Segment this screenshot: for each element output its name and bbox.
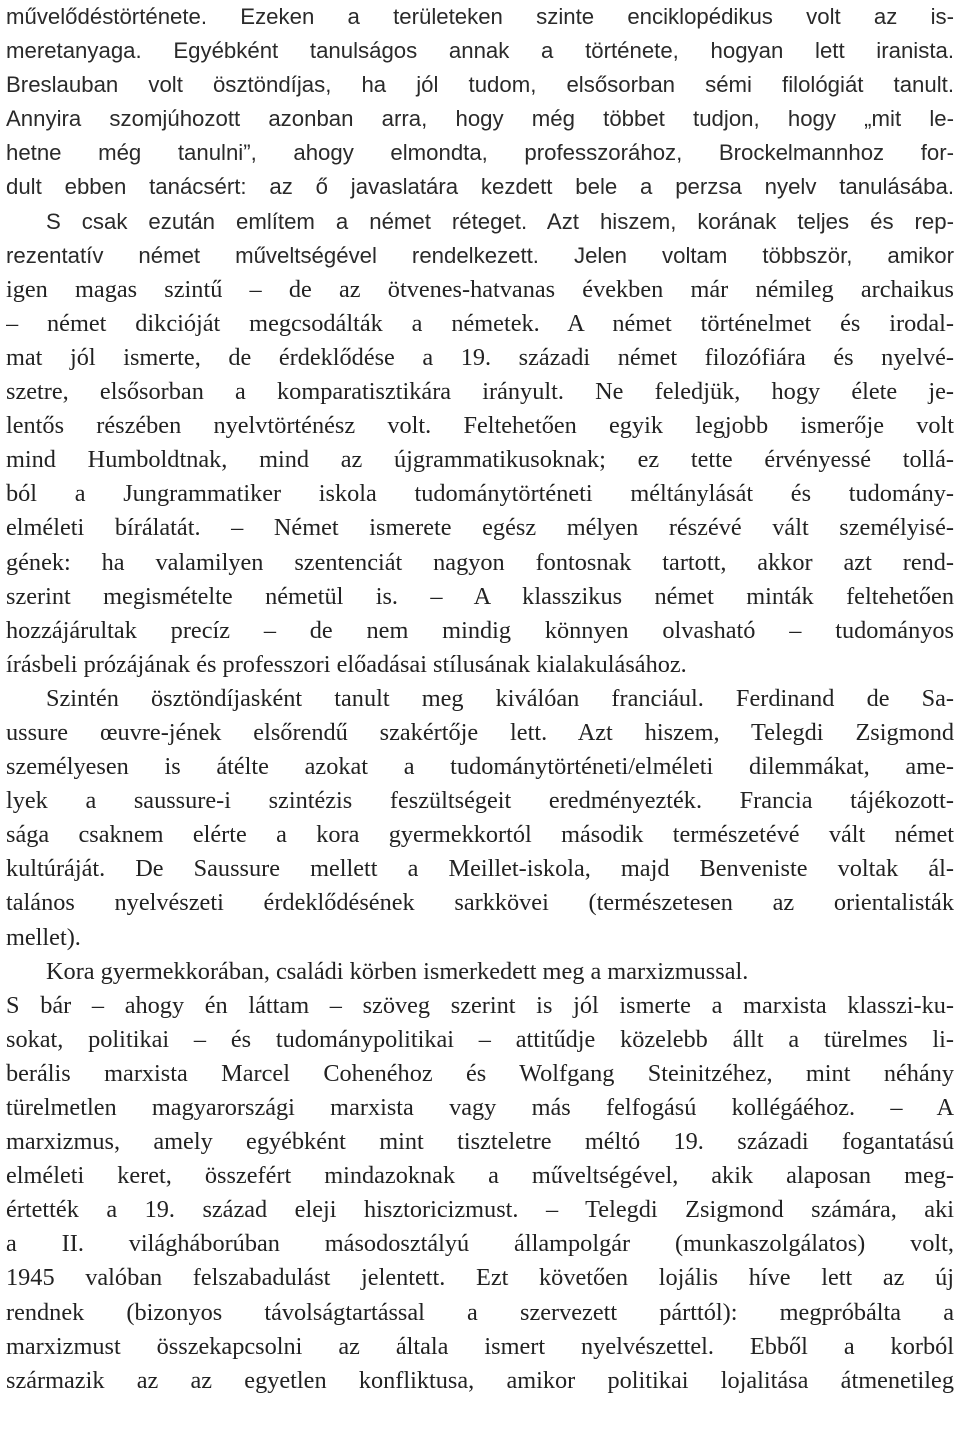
text-line: meretanyaga. Egyébként tanulságos annak a története, hogyan lett iranista. [6,38,954,64]
text-line: berális marxista Marcel Cohenéhoz és Wolfgang Steinitzéhez, mint néhány [6,1059,954,1087]
text-line: Breslauban volt ösztöndíjas, ha jól tudom, elsősorban sémi filológiát tanult. [6,72,954,98]
text-line: S csak ezután említem a német réteget. Azt hiszem, korának teljes és rep- [46,208,954,234]
text-line: értették a 19. század eleji hisztoricizmust. – Telegdi Zsigmond számára, aki [6,1196,954,1224]
text-line: türelmetlen magyarországi marxista vagy más felfogású kollégáéhoz. – A [6,1094,954,1121]
text-line: – német dikcióját megcsodálták a németek. A német történelmet és irodal- [6,309,954,337]
text-line: dult ebben tanácsért: az ő javaslatára kezdett bele a perzsa nyelv tanulásába. [6,174,954,200]
text-line: sága csaknem elérte a kora gyermekkortól második természetévé vált német [6,821,954,849]
text-line: talános nyelvészeti érdeklődésének sarkkövei (természetesen az orientalisták [6,889,954,917]
text-line: Kora gyermekkorában, családi körben ismerkedett meg a marxizmussal. [46,957,749,985]
text-line: művelődéstörténete. Ezeken a területeken szinte enciklopédikus volt az is- [6,4,954,29]
text-line: ból a Jungrammatiker iskola tudománytörténeti méltánylását és tudomány- [6,480,954,508]
text-line: lyek a saussure-i szintézis feszültségeit eredményezték. Francia tájékozott- [6,787,954,815]
text-line: marxizmust összekapcsolni az általa ismert nyelvészettel. Ebből a korból [6,1332,954,1360]
text-line: hetne még tanulni”, ahogy elmondta, professzorához, Brockelmannhoz for- [6,140,954,166]
text-line: 1945 valóban felszabadulást jelentett. Ezt követően lojális híve lett az új [6,1264,954,1292]
text-line: Annyira szomjúhozott azonban arra, hogy még többet tudjon, hogy „mit le- [6,106,954,132]
text-line: marxizmus, amely egyébként mint tiszteletre méltó 19. századi fogantatású [6,1128,954,1156]
text-line: rezentatív német műveltségével rendelkezett. Jelen voltam többször, amikor [6,242,954,268]
text-line: lentős részében nyelvtörténész volt. Feltehetően egyik legjobb ismerője volt [6,412,954,440]
text-line: ussure œuvre-jének elsőrendű szakértője lett. Azt hiszem, Telegdi Zsigmond [6,718,954,746]
text-line: Szintén ösztöndíjasként tanult meg kiválóan franciául. Ferdinand de Sa- [46,684,954,712]
text-line: sokat, politikai – és tudománypolitikai – attitűdje közelebb állt a türelmes li- [6,1025,954,1053]
text-line: szetre, elsősorban a komparatisztikára irányult. Ne feledjük, hogy élete je- [6,378,954,406]
text-line: mat jól ismerte, de érdeklődése a 19. századi német filozófiára és nyelvé- [6,343,954,371]
text-line: a II. világháborúban másodosztályú állampolgár (munkaszolgálatos) volt, [6,1230,954,1258]
text-line: mellet). [6,923,81,951]
text-line: S bár – ahogy én láttam – szöveg szerint is jól ismerte a marxista klasszi-ku- [6,991,954,1019]
document-page [6,0,954,1398]
text-line: gének: ha valamilyen szentenciát nagyon fontosnak tartott, akkor azt rend- [6,548,954,576]
text-line: szerint megismételte németül is. – A klasszikus német minták feltehetően [6,582,954,610]
text-line: személyesen is átélte azokat a tudománytörténeti/elméleti dilemmákat, ame- [6,753,954,781]
text-line: mind Humboldtnak, mind az újgrammatikusoknak; ez tette érvényessé tollá- [6,446,954,474]
text-line: elméleti keret, összefért mindazoknak a műveltségével, akik alaposan meg- [6,1162,954,1190]
text-line: kultúráját. De Saussure mellett a Meillet-iskola, majd Benveniste voltak ál- [6,855,954,883]
text-line: rendnek (bizonyos távolságtartással a szervezett párttól): megpróbálta a [6,1298,954,1326]
text-line: elméleti bírálatát. – Német ismerete egész mélyen részévé vált személyisé- [6,514,954,542]
text-line: írásbeli prózájának és professzori előadásai stílusának kialakulásához. [6,650,687,678]
text-line: származik az az egyetlen konfliktusa, amikor politikai lojalitása átmenetileg [6,1366,954,1394]
text-line: igen magas szintű – de az ötvenes-hatvanas években már némileg archaikus [6,275,954,303]
text-line: hozzájárultak precíz – de nem mindig könnyen olvasható – tudományos [6,616,954,644]
